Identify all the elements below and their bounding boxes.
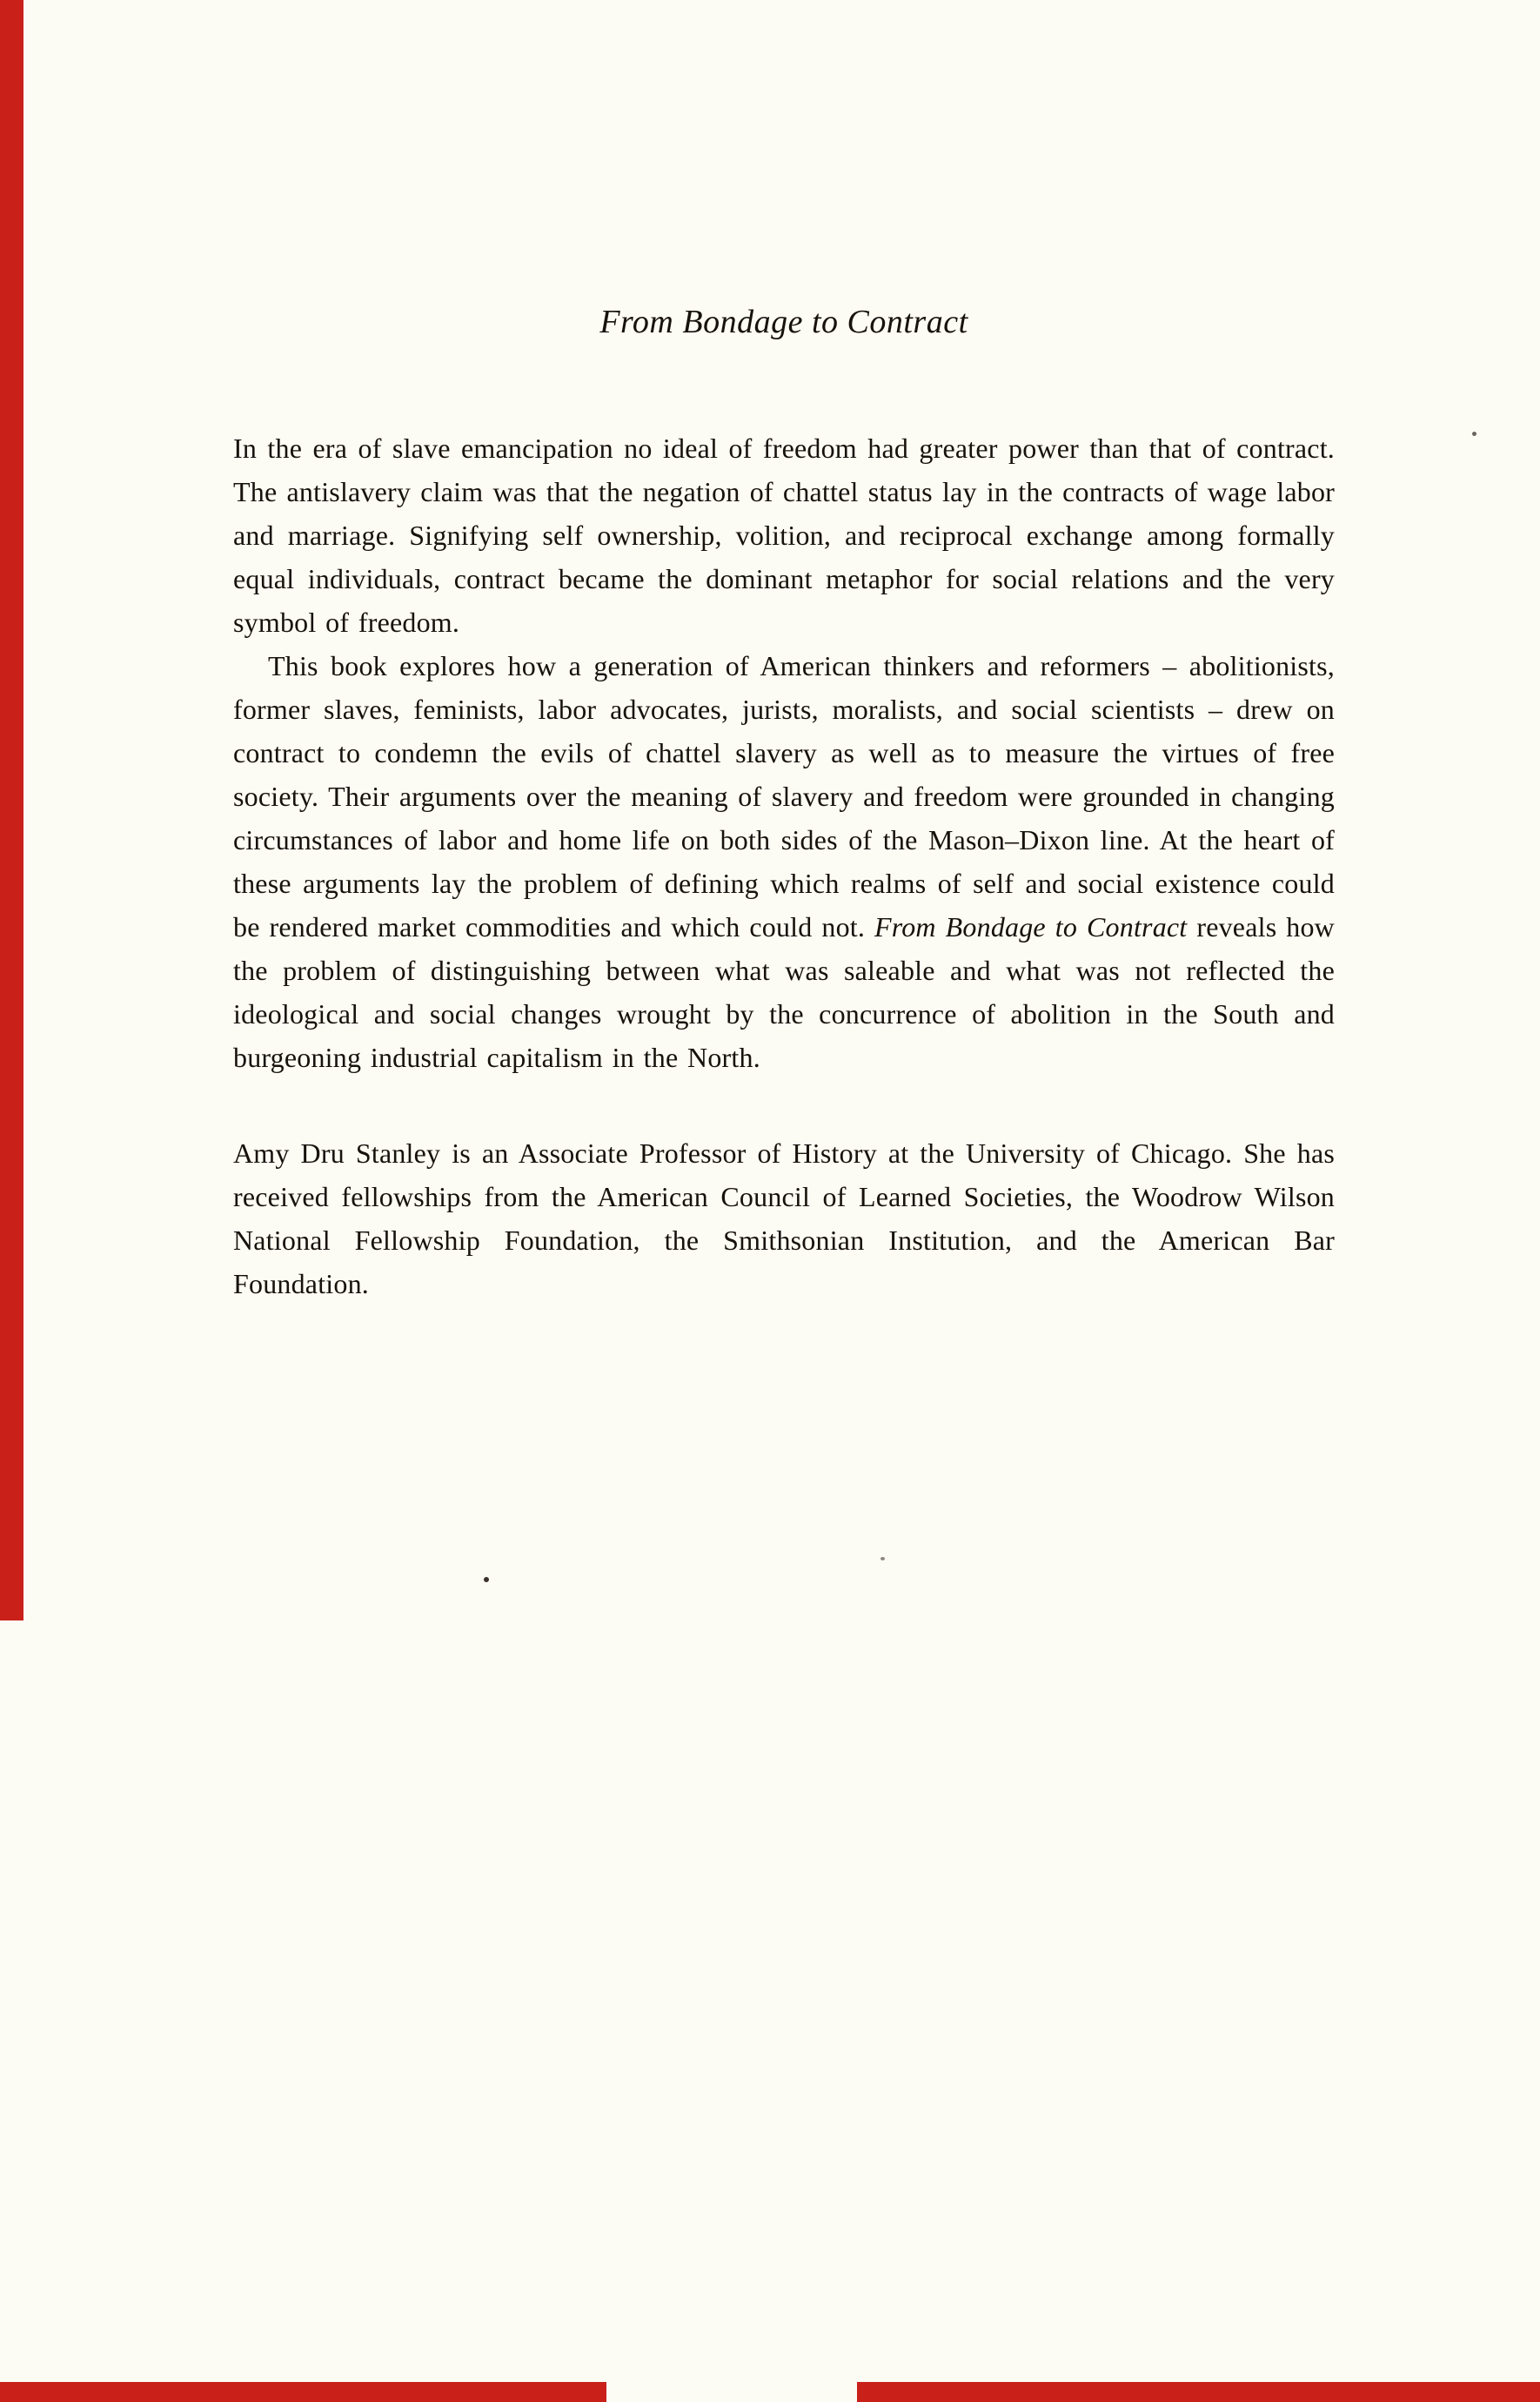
book-cover-edge-bottom-right	[857, 2382, 1540, 2402]
paragraph-text-after-title: reveals how the problem of distinguishing between what was saleable and what was not reflected the ideological and social changes wrought by the concurrence of abolition in the South and burgeoning industrial capitalism in the North.	[233, 911, 1335, 1073]
page-title: From Bondage to Contract	[599, 304, 968, 340]
scan-speck	[880, 1557, 885, 1560]
book-cover-edge-left	[0, 0, 23, 1620]
inline-book-title: From Bondage to Contract	[874, 911, 1188, 943]
book-cover-edge-bottom-left	[0, 2382, 606, 2402]
paragraph-intro: In the era of slave emancipation no ideal of freedom had greater power than that of contract. The antislavery claim was that the negation of chattel status lay in the contracts of wage labor and marriage. Signifying self ownership, volition, and reciprocal exchange among formally equal individuals, contract became the dominant metaphor for social relations and the very symbol of freedom.	[233, 433, 1335, 638]
paragraph-text-before-title: This book explores how a generation of American thinkers and reformers – abolitionists, former slaves, feminists, labor advocates, jurists, moralists, and social scientists – drew on contract to condemn the evils of chattel slavery as well as to measure the virtues of free society. Their arguments over the meaning of slavery and freedom were grounded in changing circumstances of labor and home life on both sides of the Mason–Dixon line. At the heart of these arguments lay the problem of defining which realms of self and social existence could be rendered market commodities and which could not.	[233, 650, 1335, 943]
scan-speck	[1472, 432, 1476, 436]
page-content	[233, 0, 1335, 1305]
paragraph-author-bio: Amy Dru Stanley is an Associate Professor of History at the University of Chicago. She has received fellowships from the American Council of Learned Societies, the Woodrow Wilson National Fellowship Foundation, the Smithsonian Institution, and the American Bar Foundation.	[233, 1137, 1335, 1299]
scan-speck	[484, 1577, 489, 1582]
paragraph-book-description	[233, 644, 1335, 1079]
